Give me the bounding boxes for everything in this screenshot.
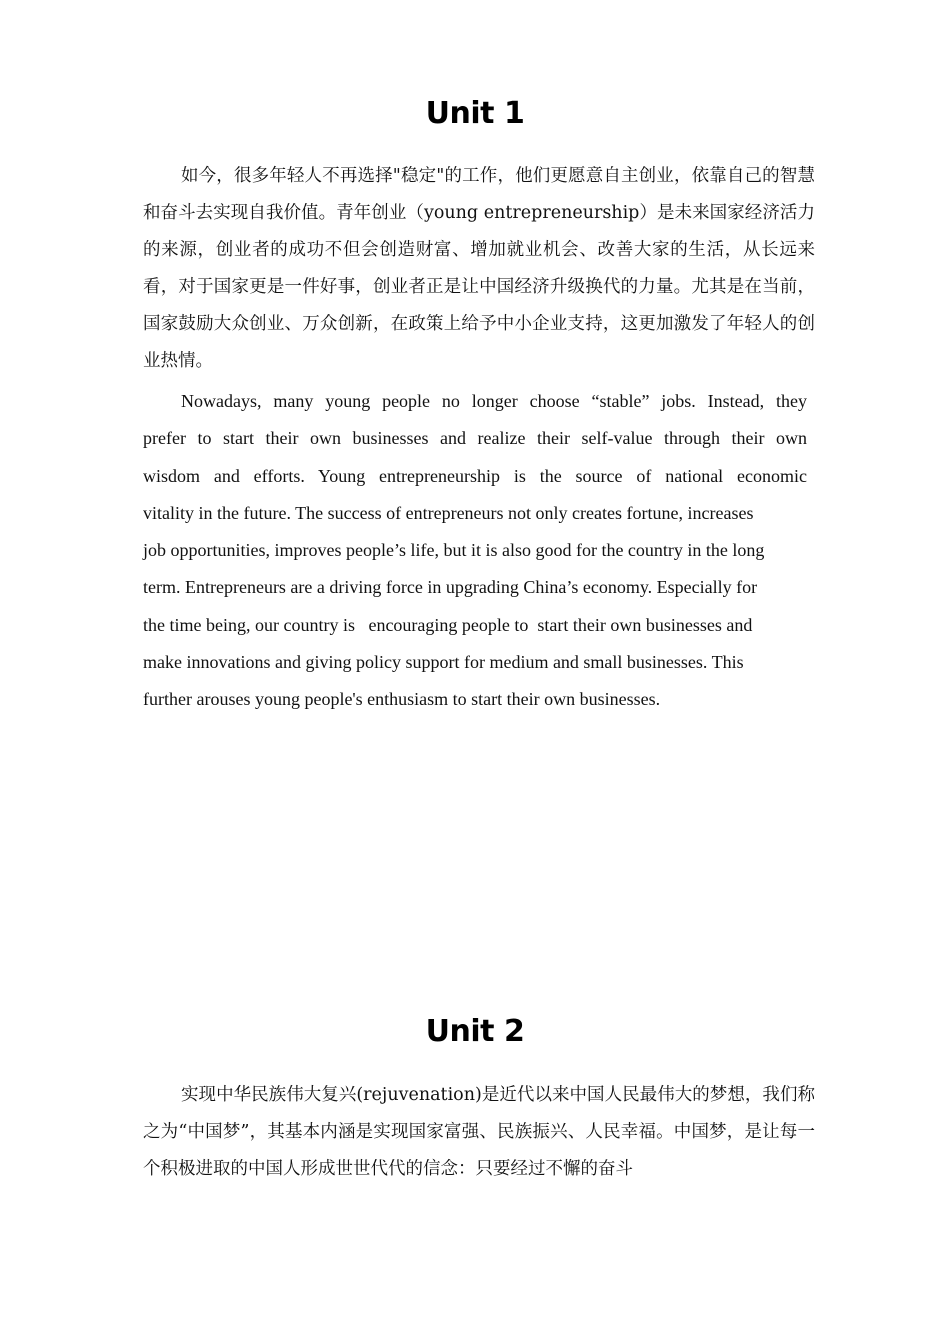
unit-1-title: Unit 1 xyxy=(425,96,525,131)
unit-2-chinese-paragraph: 实现中华民族伟大复兴(rejuvenation)是近代以来中国人民最伟大的梦想，我们称之为“中国梦”，其基本内涵是实现国家富强、民族振兴、人民幸福。中国梦，是让每一个积极进取的中国人形成世世代代的信念：只要经过不懈的奋斗 xyxy=(143,1085,815,1179)
english-line: Nowadays, many young people no longer choose “stable” jobs. Instead, they xyxy=(181,391,807,411)
unit-1-chinese-paragraph: 如今，很多年轻人不再选择"稳定"的工作，他们更愿意自主创业，依靠自己的智慧和奋斗去实现自我价值。青年创业（young entrepreneurship）是未来国家经济活力的来源，创业者的成功不但会创造财富、增加就业机会、改善大家的生活，从长远来看，对于国家更是一件好事，创业者正是让中国经济升级换代的力量。尤其是在当前，国家鼓励大众创业、万众创新，在政策上给予中小企业支持，这更加激发了年轻人的创业热情。 xyxy=(143,166,815,371)
english-line: wisdom and efforts. Young entrepreneurship is the source of national economic xyxy=(143,465,807,486)
english-line: the time being, our country is encouraging people to start their own businesses and xyxy=(143,614,753,635)
unit-1-english-paragraph xyxy=(143,383,807,719)
english-line: job opportunities, improves people’s life, but it is also good for the country in the long xyxy=(143,540,765,561)
english-line: make innovations and giving policy support for medium and small businesses. This xyxy=(143,652,744,673)
english-line: prefer to start their own businesses and realize their self-value through their own xyxy=(143,428,807,449)
english-line: vitality in the future. The success of entrepreneurs not only creates fortune, increases xyxy=(143,502,754,523)
english-line: term. Entrepreneurs are a driving force in upgrading China’s economy. Especially for xyxy=(143,577,758,598)
unit-2-title: Unit 2 xyxy=(425,1014,525,1049)
english-line: further arouses young people's enthusiasm to start their own businesses. xyxy=(143,689,661,710)
